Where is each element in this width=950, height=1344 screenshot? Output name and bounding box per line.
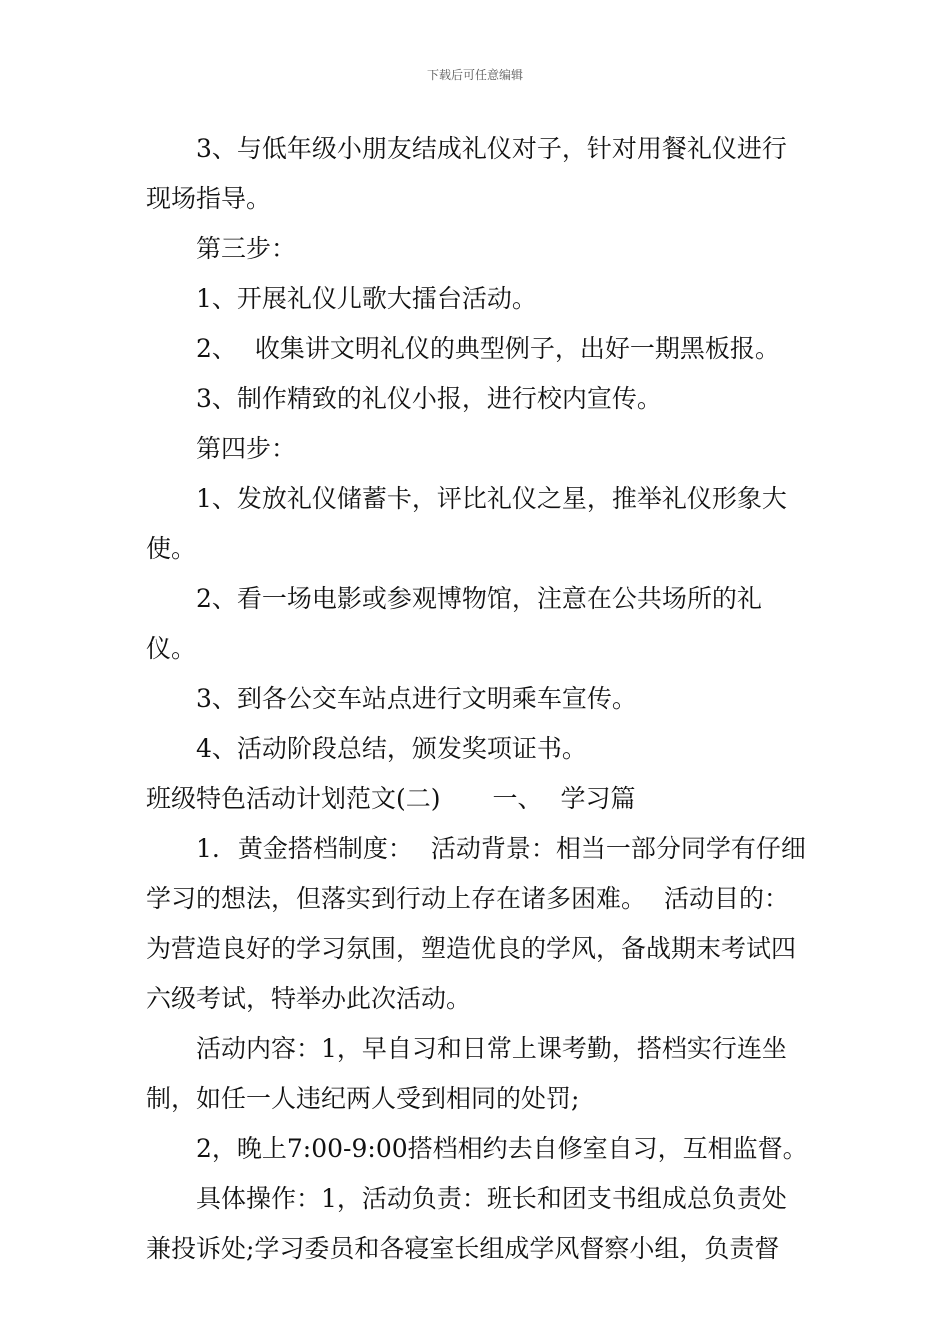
paragraph-1: 3、与低年级小朋友结成礼仪对子，针对用餐礼仪进行现场指导。 (146, 134, 787, 213)
paragraph-3: 1、开展礼仪儿歌大擂台活动。 (196, 284, 537, 313)
paragraph-10: 4、活动阶段总结，颁发奖项证书。 (196, 734, 587, 763)
section-title (146, 774, 810, 824)
paragraph-4-text: 收集讲文明礼仪的典型例子，出好一期黑板报。 (254, 334, 780, 363)
section-title-main: 班级特色活动计划范文(二) (146, 784, 441, 813)
paragraph-12-number: 1. (196, 834, 220, 863)
paragraph-15: 具体操作：1，活动负责：班长和团支书组成总负责处兼投诉处;学习委员和各寝室长组成学风督察小组，负责督 (146, 1184, 787, 1263)
document-body (146, 124, 810, 1274)
step-four-heading: 第四步： (196, 434, 297, 463)
paragraph-7: 1、发放礼仪储蓄卡，评比礼仪之星，推举礼仪形象大使。 (146, 484, 787, 563)
paragraph-12-background: 活动背景：相当一部分同学有仔细学习的想法，但落实到行动上存在诸多困难。 (146, 834, 806, 913)
paragraph-8: 2、看一场电影或参观博物馆，注意在公共场所的礼仪。 (146, 584, 762, 663)
paragraph-12-title: 黄金搭档制度： (237, 834, 413, 863)
paragraph-9: 3、到各公交车站点进行文明乘车宣传。 (196, 684, 637, 713)
paragraph-12 (146, 824, 810, 1024)
section-title-number: 一、 (492, 784, 543, 813)
paragraph-4 (146, 324, 810, 374)
paragraph-13: 活动内容：1，早自习和日常上课考勤，搭档实行连坐制，如任一人违纪两人受到相同的处罚; (146, 1034, 787, 1113)
paragraph-12-purpose: 活动目的：为营造良好的学习氛围，塑造优良的学风，备战期末考试四六级考试，特举办此次活动。 (146, 884, 797, 1013)
step-three-heading: 第三步： (196, 234, 297, 263)
paragraph-14: 2，晚上7:00-9:00搭档相约去自修室自习，互相监督。 (196, 1134, 808, 1163)
page-header: 下载后可任意编辑 (426, 68, 523, 82)
paragraph-4-number: 2、 (196, 334, 237, 363)
paragraph-5: 3、制作精致的礼仪小报，进行校内宣传。 (196, 384, 662, 413)
section-title-sub: 学习篇 (560, 784, 636, 813)
